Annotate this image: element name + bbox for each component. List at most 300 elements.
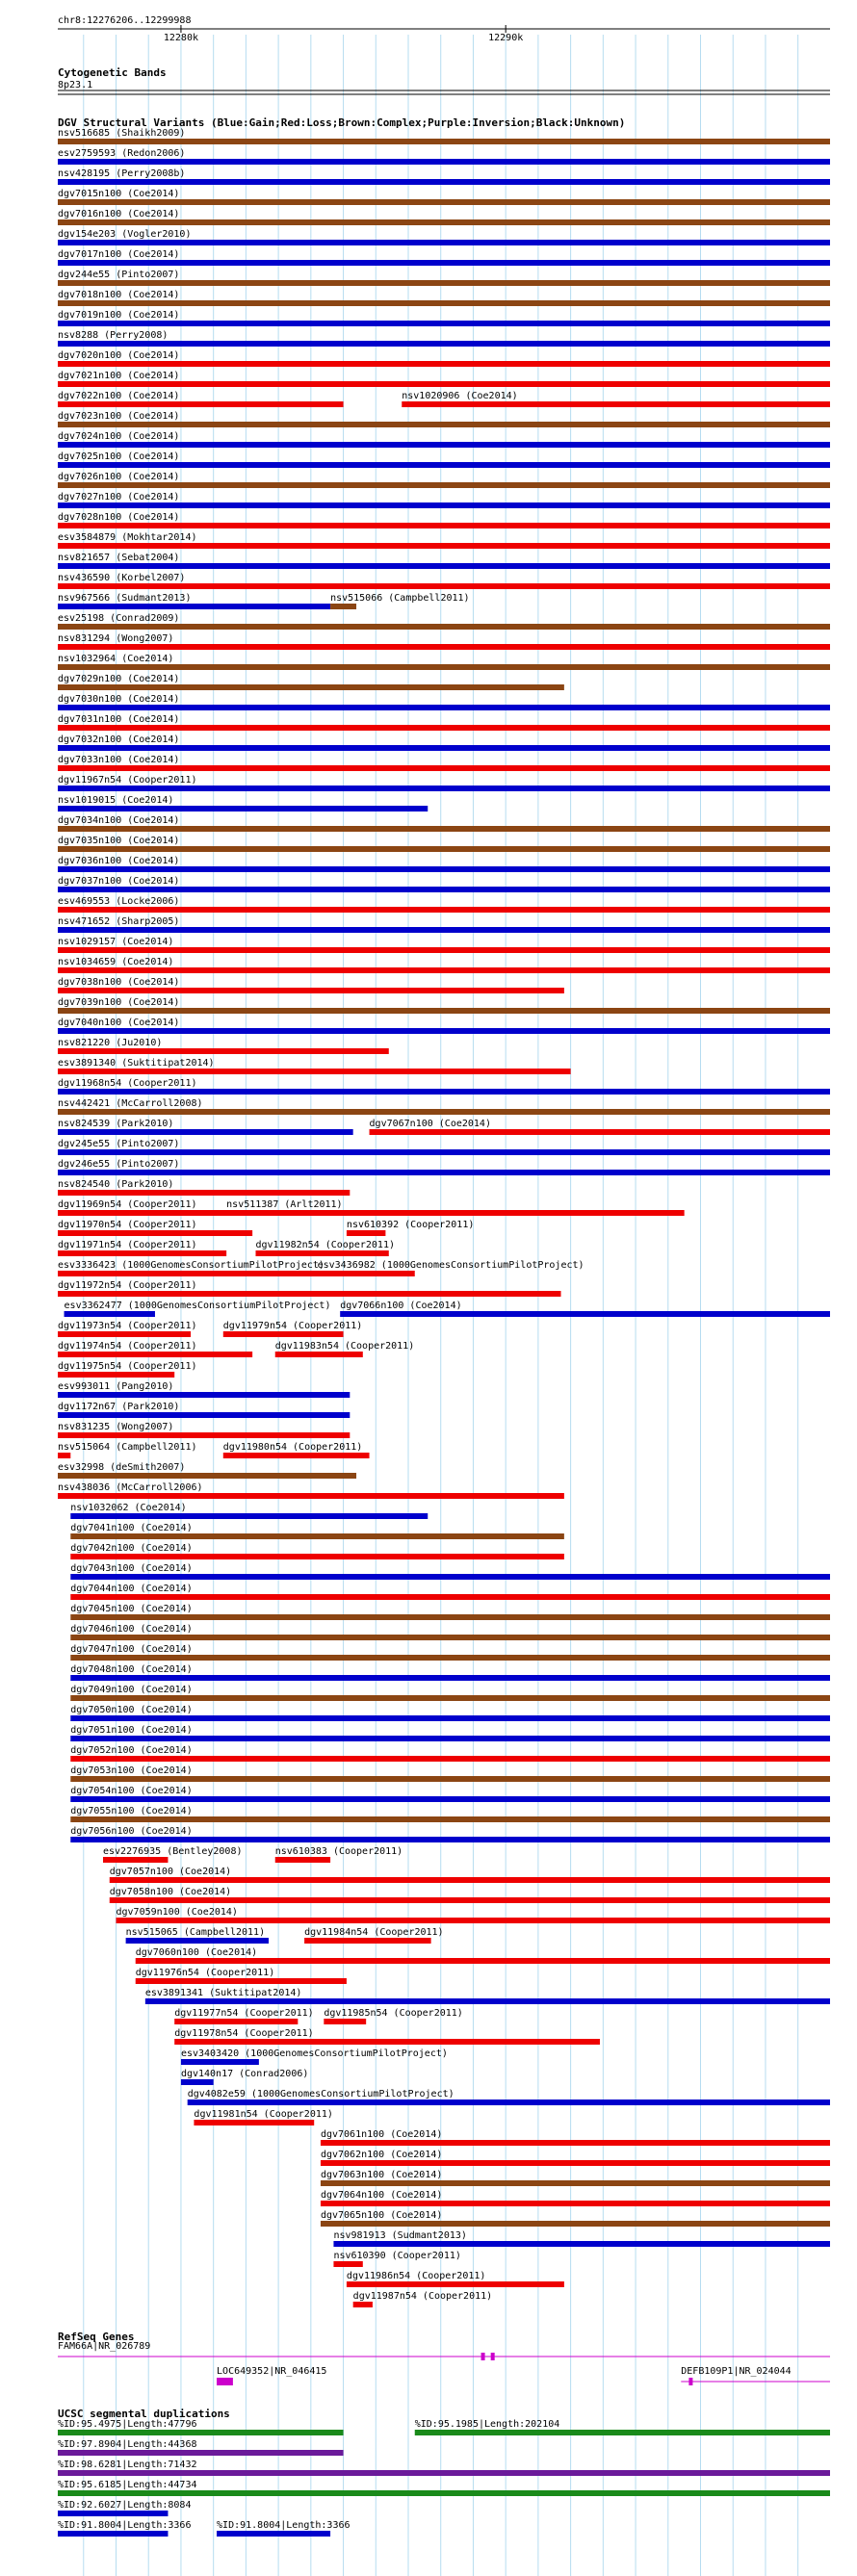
feature-bar-gain [58, 1089, 830, 1095]
feature-label: nsv8288 (Perry2008) [58, 330, 169, 341]
feature-bar-loss [347, 1230, 385, 1236]
feature-bar-loss [58, 401, 344, 407]
feature-label: nsv511387 (Arlt2011) [226, 1199, 343, 1210]
feature-bar-gain [58, 1028, 830, 1034]
dgv-feature [110, 1867, 830, 1883]
dgv-feature [58, 391, 344, 407]
feature-bar-loss [70, 1756, 830, 1762]
segdup-features [58, 2419, 830, 2537]
dgv-feature [136, 1947, 830, 1964]
dgv-feature [70, 1826, 830, 1842]
dgv-features [58, 128, 830, 2307]
dgv-feature [70, 1725, 830, 1741]
feature-label: dgv7051n100 (Coe2014) [70, 1725, 193, 1736]
feature-label: dgv7022n100 (Coe2014) [58, 391, 180, 401]
feature-bar-loss [58, 1190, 350, 1196]
dgv-feature [194, 2109, 333, 2125]
feature-label: dgv7017n100 (Coe2014) [58, 249, 180, 260]
feature-label: nsv831294 (Wong2007) [58, 633, 174, 644]
feature-label: nsv1029157 (Coe2014) [58, 937, 174, 947]
dgv-feature [58, 128, 830, 144]
dgv-feature [181, 2048, 448, 2065]
dgv-feature [58, 290, 830, 306]
dgv-feature [58, 431, 830, 448]
feature-label: dgv7065n100 (Coe2014) [320, 2210, 443, 2221]
feature-label: dgv7015n100 (Coe2014) [58, 189, 180, 199]
segdup-label: %ID:95.6185|Length:44734 [58, 2480, 197, 2490]
feature-bar-complex [58, 1473, 356, 1479]
feature-label: dgv11971n54 (Cooper2011) [58, 1240, 197, 1250]
feature-bar-gain [70, 1736, 830, 1741]
gene-label: LOC649352|NR_046415 [217, 2366, 327, 2377]
dgv-feature [58, 330, 830, 347]
dgv-feature [70, 1563, 830, 1580]
dgv-feature [58, 1240, 226, 1256]
dgv-feature [188, 2089, 830, 2105]
gene-label: DEFB109P1|NR_024044 [681, 2366, 792, 2377]
dgv-feature [58, 350, 830, 367]
dgv-feature [58, 371, 830, 387]
feature-label: dgv7061n100 (Coe2014) [320, 2129, 443, 2140]
feature-bar-loss [58, 1453, 70, 1458]
segdup-bar-blue [58, 2511, 168, 2516]
feature-bar-loss [58, 1352, 252, 1357]
feature-label: dgv7044n100 (Coe2014) [70, 1584, 193, 1594]
feature-label: dgv7052n100 (Coe2014) [70, 1745, 193, 1756]
dgv-feature [353, 2291, 493, 2307]
feature-label: dgv245e55 (Pinto2007) [58, 1139, 180, 1149]
feature-bar-gain [58, 321, 830, 326]
dgv-feature [58, 714, 830, 731]
feature-bar-loss [70, 1554, 564, 1559]
dgv-feature [70, 1604, 830, 1620]
feature-bar-loss [174, 2039, 600, 2045]
feature-label: dgv7028n100 (Coe2014) [58, 512, 180, 523]
feature-bar-gain [58, 866, 830, 872]
dgv-feature [58, 613, 830, 630]
dgv-feature [58, 1139, 830, 1155]
feature-bar-gain [70, 1715, 830, 1721]
dgv-feature [324, 2008, 463, 2024]
feature-label: dgv7034n100 (Coe2014) [58, 815, 180, 826]
feature-label: esv3362477 (1000GenomesConsortiumPilotProject) [64, 1301, 331, 1311]
feature-label: dgv7040n100 (Coe2014) [58, 1018, 180, 1028]
dgv-feature [70, 1644, 830, 1661]
feature-bar-complex [70, 1776, 830, 1782]
feature-label: dgv7024n100 (Coe2014) [58, 431, 180, 442]
feature-label: nsv516685 (Shaikh2009) [58, 128, 186, 139]
dgv-feature [321, 2190, 830, 2206]
feature-label: nsv1032062 (Coe2014) [70, 1503, 187, 1513]
feature-label: dgv7019n100 (Coe2014) [58, 310, 180, 321]
dgv-feature [333, 2230, 830, 2247]
ruler-tick-label: 12280k [163, 33, 199, 43]
dgv-feature [70, 1584, 830, 1600]
feature-bar-complex [58, 1008, 830, 1014]
feature-label: dgv154e203 (Vogler2010) [58, 229, 192, 240]
feature-label: nsv831235 (Wong2007) [58, 1422, 174, 1432]
feature-bar-loss [58, 381, 830, 387]
feature-label: dgv7057n100 (Coe2014) [109, 1867, 232, 1877]
feature-bar-loss [321, 2201, 830, 2206]
dgv-feature [58, 795, 428, 811]
feature-bar-complex [70, 1614, 830, 1620]
feature-label: dgv11967n54 (Cooper2011) [58, 775, 197, 786]
feature-label: nsv1020906 (Coe2014) [402, 391, 518, 401]
feature-label: dgv11978n54 (Cooper2011) [174, 2028, 314, 2039]
feature-label: nsv981913 (Sudmant2013) [333, 2230, 467, 2241]
feature-label: nsv610390 (Cooper2011) [333, 2251, 461, 2261]
segdup-bar-green [58, 2490, 830, 2496]
feature-label: esv32998 (deSmith2007) [58, 1462, 186, 1473]
feature-bar-complex [70, 1695, 830, 1701]
feature-label: esv25198 (Conrad2009) [58, 613, 180, 624]
feature-bar-loss [223, 1331, 344, 1337]
dgv-feature [256, 1240, 396, 1256]
dgv-feature [181, 2069, 308, 2085]
feature-bar-complex [58, 280, 830, 286]
dgv-feature [347, 1220, 474, 1236]
dgv-feature [58, 755, 830, 771]
feature-bar-gain [70, 1574, 830, 1580]
gene-exon [688, 2378, 692, 2385]
segdup-label: %ID:97.8904|Length:44368 [58, 2439, 197, 2450]
dgv-feature [58, 593, 330, 609]
feature-bar-complex [330, 604, 356, 609]
dgv-feature [58, 209, 830, 225]
feature-label: dgv4082e59 (1000GenomesConsortiumPilotProject) [187, 2089, 454, 2099]
dgv-feature [58, 1098, 830, 1115]
feature-bar-loss [58, 523, 830, 528]
feature-label: dgv11970n54 (Cooper2011) [58, 1220, 197, 1230]
segdup-feature [58, 2500, 191, 2516]
dgv-feature [58, 937, 830, 953]
feature-bar-gain [333, 2241, 830, 2247]
dgv-feature [58, 249, 830, 266]
feature-bar-complex [58, 300, 830, 306]
feature-label: dgv11985n54 (Cooper2011) [324, 2008, 463, 2019]
dgv-feature [58, 168, 830, 185]
segdup-feature [415, 2419, 830, 2435]
feature-bar-loss [58, 1048, 389, 1054]
feature-label: dgv7042n100 (Coe2014) [70, 1543, 193, 1554]
feature-bar-gain [58, 1412, 350, 1418]
segdup-label: %ID:92.6027|Length:8084 [58, 2500, 192, 2511]
segdup-bar-purple [58, 2450, 344, 2456]
dgv-feature [58, 815, 830, 832]
dgv-feature [58, 189, 830, 205]
dgv-feature [58, 411, 830, 427]
dgv-feature [58, 310, 830, 326]
feature-label: dgv7037n100 (Coe2014) [58, 876, 180, 887]
feature-bar-loss [116, 1918, 830, 1923]
gene-label: FAM66A|NR_026789 [58, 2341, 151, 2352]
dgv-feature [58, 633, 830, 650]
feature-bar-complex [58, 139, 830, 144]
segdup-label: %ID:91.8004|Length:3366 [58, 2520, 192, 2531]
feature-label: dgv7058n100 (Coe2014) [109, 1887, 232, 1897]
dgv-feature [333, 2251, 460, 2267]
feature-bar-complex [70, 1635, 830, 1640]
feature-bar-gain [70, 1796, 830, 1802]
feature-bar-loss [58, 1291, 561, 1297]
dgv-feature [226, 1199, 684, 1216]
feature-label: dgv7027n100 (Coe2014) [58, 492, 180, 502]
dgv-feature [58, 1038, 389, 1054]
dgv-feature [58, 472, 830, 488]
feature-bar-loss [58, 583, 830, 589]
feature-bar-loss [333, 2261, 362, 2267]
feature-bar-loss [347, 2281, 564, 2287]
feature-bar-loss [321, 2140, 830, 2146]
dgv-feature [58, 1361, 197, 1378]
feature-bar-loss [70, 1594, 830, 1600]
dgv-feature [58, 775, 830, 791]
dgv-feature [58, 957, 830, 973]
feature-label: dgv7066n100 (Coe2014) [340, 1301, 462, 1311]
feature-bar-complex [321, 2221, 830, 2227]
feature-bar-loss [58, 543, 830, 549]
feature-label: nsv1019015 (Coe2014) [58, 795, 174, 806]
dgv-feature [126, 1927, 269, 1944]
feature-label: nsv1032964 (Coe2014) [58, 654, 174, 664]
feature-bar-loss [275, 1857, 330, 1863]
feature-bar-loss [136, 1978, 347, 1984]
feature-label: dgv140n17 (Conrad2006) [180, 2069, 309, 2079]
feature-label: nsv515064 (Campbell2011) [58, 1442, 197, 1453]
dgv-feature [370, 1119, 830, 1135]
feature-bar-complex [70, 1816, 830, 1822]
feature-bar-loss [223, 1453, 370, 1458]
segdup-feature [58, 2439, 344, 2456]
feature-label: dgv7033n100 (Coe2014) [58, 755, 180, 765]
dgv-feature [58, 1018, 830, 1034]
segdup-feature [58, 2520, 191, 2537]
segdup-feature [217, 2520, 350, 2537]
dgv-feature [321, 2129, 830, 2146]
dgv-feature [275, 1846, 403, 1863]
feature-label: nsv610392 (Cooper2011) [346, 1220, 475, 1230]
dgv-feature [58, 997, 830, 1014]
feature-bar-loss [58, 1069, 571, 1074]
feature-label: esv3891340 (Suktitipat2014) [58, 1058, 215, 1069]
dgv-feature [58, 1442, 197, 1458]
dgv-feature [58, 1321, 197, 1337]
feature-bar-loss [324, 2019, 366, 2024]
dgv-feature [58, 492, 830, 508]
feature-label: dgv7053n100 (Coe2014) [70, 1765, 193, 1776]
dgv-feature [321, 2150, 830, 2166]
dgv-feature [70, 1624, 830, 1640]
feature-label: dgv7059n100 (Coe2014) [116, 1907, 238, 1918]
feature-label: dgv7045n100 (Coe2014) [70, 1604, 193, 1614]
feature-bar-gain [70, 1513, 428, 1519]
feature-bar-gain [188, 2099, 830, 2105]
segdup-bar-green [58, 2430, 344, 2435]
dgv-feature [58, 1159, 830, 1175]
feature-label: dgv7039n100 (Coe2014) [58, 997, 180, 1008]
feature-bar-complex [58, 422, 830, 427]
feature-bar-complex [70, 1533, 564, 1539]
feature-bar-loss [370, 1129, 830, 1135]
feature-label: dgv7047n100 (Coe2014) [70, 1644, 193, 1655]
feature-bar-loss [58, 1250, 226, 1256]
ruler-tick-label: 12290k [488, 33, 524, 43]
feature-label: dgv11984n54 (Cooper2011) [304, 1927, 444, 1938]
feature-bar-loss [110, 1877, 830, 1883]
feature-bar-gain [58, 745, 830, 751]
feature-bar-gain [58, 705, 830, 710]
feature-label: dgv7046n100 (Coe2014) [70, 1624, 193, 1635]
feature-bar-loss [304, 1938, 431, 1944]
feature-label: esv993011 (Pang2010) [58, 1381, 174, 1392]
dgv-feature [65, 1301, 331, 1317]
dgv-feature [58, 573, 830, 589]
feature-bar-gain [58, 1392, 350, 1398]
feature-label: dgv11976n54 (Cooper2011) [135, 1968, 275, 1978]
feature-label: dgv11974n54 (Cooper2011) [58, 1341, 197, 1352]
feature-label: dgv11982n54 (Cooper2011) [255, 1240, 396, 1250]
feature-bar-gain [58, 887, 830, 892]
dgv-feature [145, 1988, 830, 2004]
dgv-feature [70, 1523, 564, 1539]
feature-label: esv3336423 (1000GenomesConsortiumPilotProject) [58, 1260, 325, 1271]
feature-bar-gain [58, 260, 830, 266]
feature-label: dgv7026n100 (Coe2014) [58, 472, 180, 482]
segdup-feature [58, 2419, 344, 2435]
feature-bar-complex [58, 684, 564, 690]
feature-bar-loss [321, 2160, 830, 2166]
feature-bar-complex [58, 482, 830, 488]
dgv-feature [174, 2028, 600, 2045]
dgv-feature [110, 1887, 830, 1903]
feature-bar-loss [58, 644, 830, 650]
feature-label: nsv442421 (McCarroll2008) [58, 1098, 203, 1109]
dgv-feature [330, 593, 470, 609]
feature-label: dgv11986n54 (Cooper2011) [346, 2271, 486, 2281]
dgv-feature [58, 876, 830, 892]
feature-bar-gain [58, 502, 830, 508]
refseq-track-title: RefSeq Genes [58, 2331, 135, 2343]
feature-bar-loss [58, 1372, 174, 1378]
feature-bar-gain [58, 240, 830, 245]
feature-bar-gain [145, 1998, 830, 2004]
feature-bar-loss [58, 967, 830, 973]
feature-label: dgv7029n100 (Coe2014) [58, 674, 180, 684]
feature-bar-loss [402, 401, 830, 407]
dgv-feature [58, 148, 830, 165]
gene-exon [481, 2353, 485, 2360]
feature-bar-gain [58, 442, 830, 448]
feature-bar-gain [58, 1170, 830, 1175]
feature-label: dgv11973n54 (Cooper2011) [58, 1321, 197, 1331]
feature-bar-loss [174, 2019, 298, 2024]
dgv-feature [321, 2170, 830, 2186]
dgv-feature [58, 553, 830, 569]
feature-bar-complex [58, 846, 830, 852]
feature-bar-gain [58, 604, 330, 609]
feature-label: dgv7054n100 (Coe2014) [70, 1786, 193, 1796]
feature-label: dgv11975n54 (Cooper2011) [58, 1361, 197, 1372]
dgv-feature [58, 654, 830, 670]
feature-bar-loss [136, 1958, 830, 1964]
dgv-feature [223, 1442, 370, 1458]
segdup-bar-blue [58, 2531, 168, 2537]
feature-label: dgv7041n100 (Coe2014) [70, 1523, 193, 1533]
feature-label: nsv428195 (Perry2008b) [58, 168, 186, 179]
feature-label: esv3891341 (Suktitipat2014) [144, 1988, 302, 1998]
dgv-feature [58, 1078, 830, 1095]
feature-label: dgv7062n100 (Coe2014) [320, 2150, 443, 2160]
feature-label: dgv244e55 (Pinto2007) [58, 270, 180, 280]
feature-bar-loss [58, 988, 564, 993]
feature-bar-gain [58, 159, 830, 165]
feature-label: dgv7020n100 (Coe2014) [58, 350, 180, 361]
dgv-feature [58, 532, 830, 549]
feature-bar-complex [58, 826, 830, 832]
feature-label: esv3584879 (Mokhtar2014) [58, 532, 197, 543]
feature-bar-loss [275, 1352, 363, 1357]
cytoband-label: 8p23.1 [58, 80, 93, 90]
feature-label: dgv7016n100 (Coe2014) [58, 209, 180, 219]
feature-label: esv2759593 (Redon2006) [58, 148, 186, 159]
feature-bar-loss [58, 1493, 564, 1499]
feature-bar-gain [181, 2079, 214, 2085]
feature-label: dgv7035n100 (Coe2014) [58, 836, 180, 846]
dgv-feature [70, 1765, 830, 1782]
feature-bar-loss [58, 1230, 252, 1236]
feature-label: esv3403420 (1000GenomesConsortiumPilotProject) [180, 2048, 448, 2059]
feature-bar-complex [58, 219, 830, 225]
feature-label: dgv7043n100 (Coe2014) [70, 1563, 193, 1574]
segdup-label: %ID:95.4975|Length:47796 [58, 2419, 197, 2430]
dgv-feature [70, 1705, 830, 1721]
feature-bar-gain [58, 341, 830, 347]
dgv-feature [70, 1543, 564, 1559]
dgv-feature [58, 1341, 252, 1357]
dgv-feature [58, 1462, 356, 1479]
dgv-feature [58, 896, 830, 913]
dgv-feature [340, 1301, 830, 1317]
segdup-track-title: UCSC segmental duplications [58, 2408, 230, 2420]
dgv-feature [174, 2008, 314, 2024]
dgv-feature [58, 734, 830, 751]
feature-bar-loss [110, 1897, 830, 1903]
feature-label: dgv7025n100 (Coe2014) [58, 451, 180, 462]
feature-bar-loss [58, 1331, 191, 1337]
feature-bar-gain [58, 1149, 830, 1155]
feature-label: dgv7036n100 (Coe2014) [58, 856, 180, 866]
dgv-feature [70, 1685, 830, 1701]
gene-exon [491, 2353, 495, 2360]
feature-label: dgv7055n100 (Coe2014) [70, 1806, 193, 1816]
feature-bar-complex [58, 1109, 830, 1115]
feature-label: nsv515065 (Campbell2011) [125, 1927, 266, 1938]
feature-label: dgv7031n100 (Coe2014) [58, 714, 180, 725]
feature-bar-complex [58, 199, 830, 205]
feature-label: nsv967566 (Sudmant2013) [58, 593, 192, 604]
feature-label: nsv515066 (Campbell2011) [330, 593, 470, 604]
feature-bar-complex [321, 2180, 830, 2186]
feature-label: nsv821220 (Ju2010) [58, 1038, 163, 1048]
feature-label: nsv1034659 (Coe2014) [58, 957, 174, 967]
feature-bar-loss [194, 2120, 314, 2125]
dgv-feature [70, 1786, 830, 1802]
feature-label: dgv7067n100 (Coe2014) [369, 1119, 491, 1129]
feature-bar-gain [181, 2059, 259, 2065]
feature-label: dgv7030n100 (Coe2014) [58, 694, 180, 705]
locus-label: chr8:12276206..12299988 [58, 15, 192, 26]
